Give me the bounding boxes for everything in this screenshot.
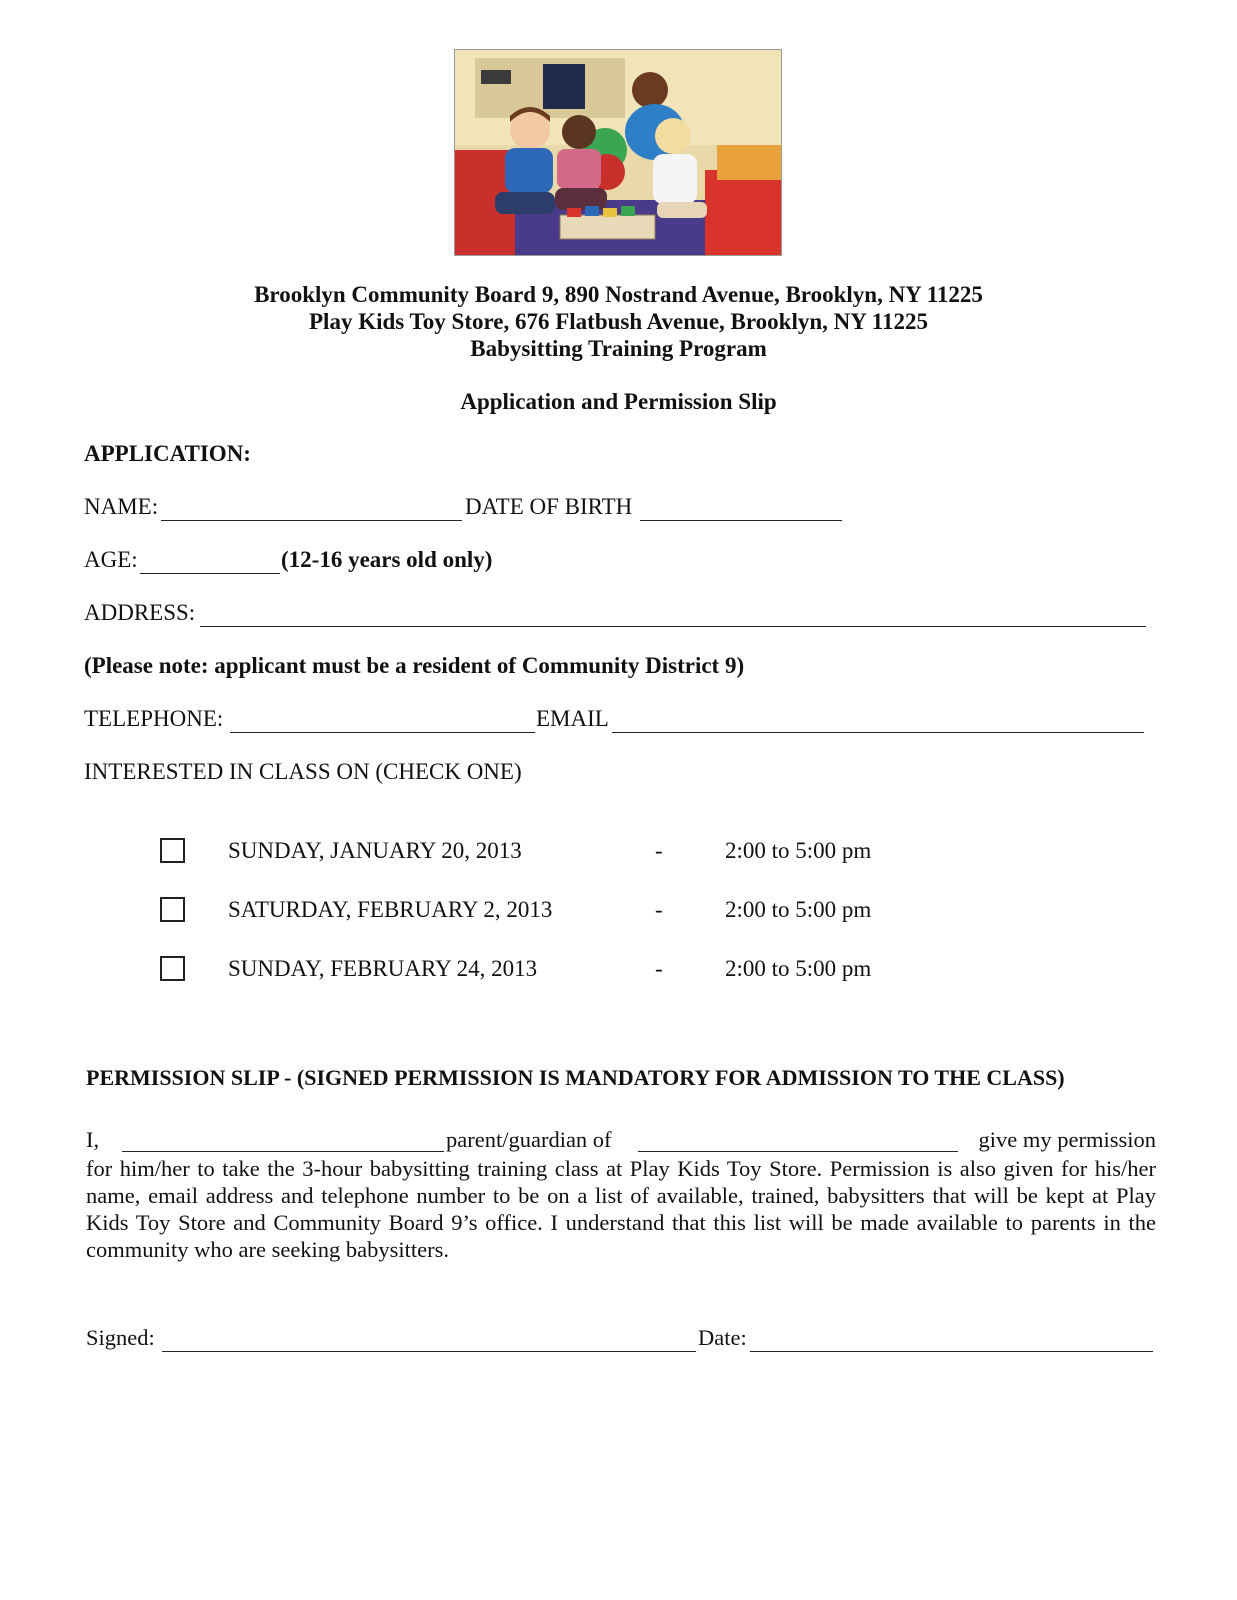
class-time-3: 2:00 to 5:00 pm <box>725 956 872 981</box>
children-playing-illustration <box>455 50 781 255</box>
give-permission: give my permission <box>978 1127 1156 1152</box>
header-line-3: Babysitting Training Program <box>470 336 767 361</box>
class-date-2: SATURDAY, FEBRUARY 2, 2013 <box>228 897 553 922</box>
class-date-1: SUNDAY, JANUARY 20, 2013 <box>228 838 522 863</box>
dob-field[interactable] <box>640 520 842 521</box>
date-label: Date: <box>698 1325 747 1350</box>
dob-label: DATE OF BIRTH <box>465 494 633 519</box>
parent-name-field[interactable] <box>122 1151 444 1152</box>
header-photo <box>454 49 782 256</box>
name-label: NAME: <box>84 494 159 519</box>
class-checkbox-3[interactable] <box>160 956 185 981</box>
parent-guardian-of: parent/guardian of <box>446 1127 612 1152</box>
child-name-field[interactable] <box>638 1151 958 1152</box>
permission-body: for him/her to take the 3-hour babysitting training class at Play Kids Toy Store. Permission is also given for his/her name, email address and telephone number to be on a list of available, trained, babysitters that will be kept at Play Kids Toy Store and Community Board 9’s office. I understand that this list will be made available to parents in the community who are seeking babysitters. <box>86 1156 1156 1262</box>
name-field[interactable] <box>161 520 462 521</box>
class-time-1: 2:00 to 5:00 pm <box>725 838 872 863</box>
address-label: ADDRESS: <box>84 600 196 625</box>
telephone-field[interactable] <box>230 732 535 733</box>
email-field[interactable] <box>612 732 1144 733</box>
age-label: AGE: <box>84 547 138 572</box>
class-time-2: 2:00 to 5:00 pm <box>725 897 872 922</box>
date-field[interactable] <box>750 1351 1153 1352</box>
resident-note: (Please note: applicant must be a resident of Community District 9) <box>84 653 745 678</box>
class-dash-2: - <box>655 897 663 922</box>
header-line-1: Brooklyn Community Board 9, 890 Nostrand Avenue, Brooklyn, NY 11225 <box>254 282 983 307</box>
address-field[interactable] <box>200 626 1146 627</box>
application-heading: APPLICATION: <box>84 441 251 466</box>
telephone-label: TELEPHONE: <box>84 706 224 731</box>
email-label: EMAIL <box>536 706 609 731</box>
header-line-2: Play Kids Toy Store, 676 Flatbush Avenue, Brooklyn, NY 11225 <box>309 309 928 334</box>
signed-label: Signed: <box>86 1325 155 1350</box>
permission-i: I, <box>86 1127 100 1152</box>
permission-heading: PERMISSION SLIP - (SIGNED PERMISSION IS MANDATORY FOR ADMISSION TO THE CLASS) <box>86 1065 1065 1090</box>
class-dash-1: - <box>655 838 663 863</box>
age-note: (12-16 years old only) <box>281 547 493 572</box>
class-checkbox-1[interactable] <box>160 838 185 863</box>
class-dash-3: - <box>655 956 663 981</box>
age-field[interactable] <box>140 573 280 574</box>
signature-field[interactable] <box>162 1351 696 1352</box>
class-prompt: INTERESTED IN CLASS ON (CHECK ONE) <box>84 759 522 784</box>
form-title: Application and Permission Slip <box>460 389 777 414</box>
class-date-3: SUNDAY, FEBRUARY 24, 2013 <box>228 956 538 981</box>
class-checkbox-2[interactable] <box>160 897 185 922</box>
